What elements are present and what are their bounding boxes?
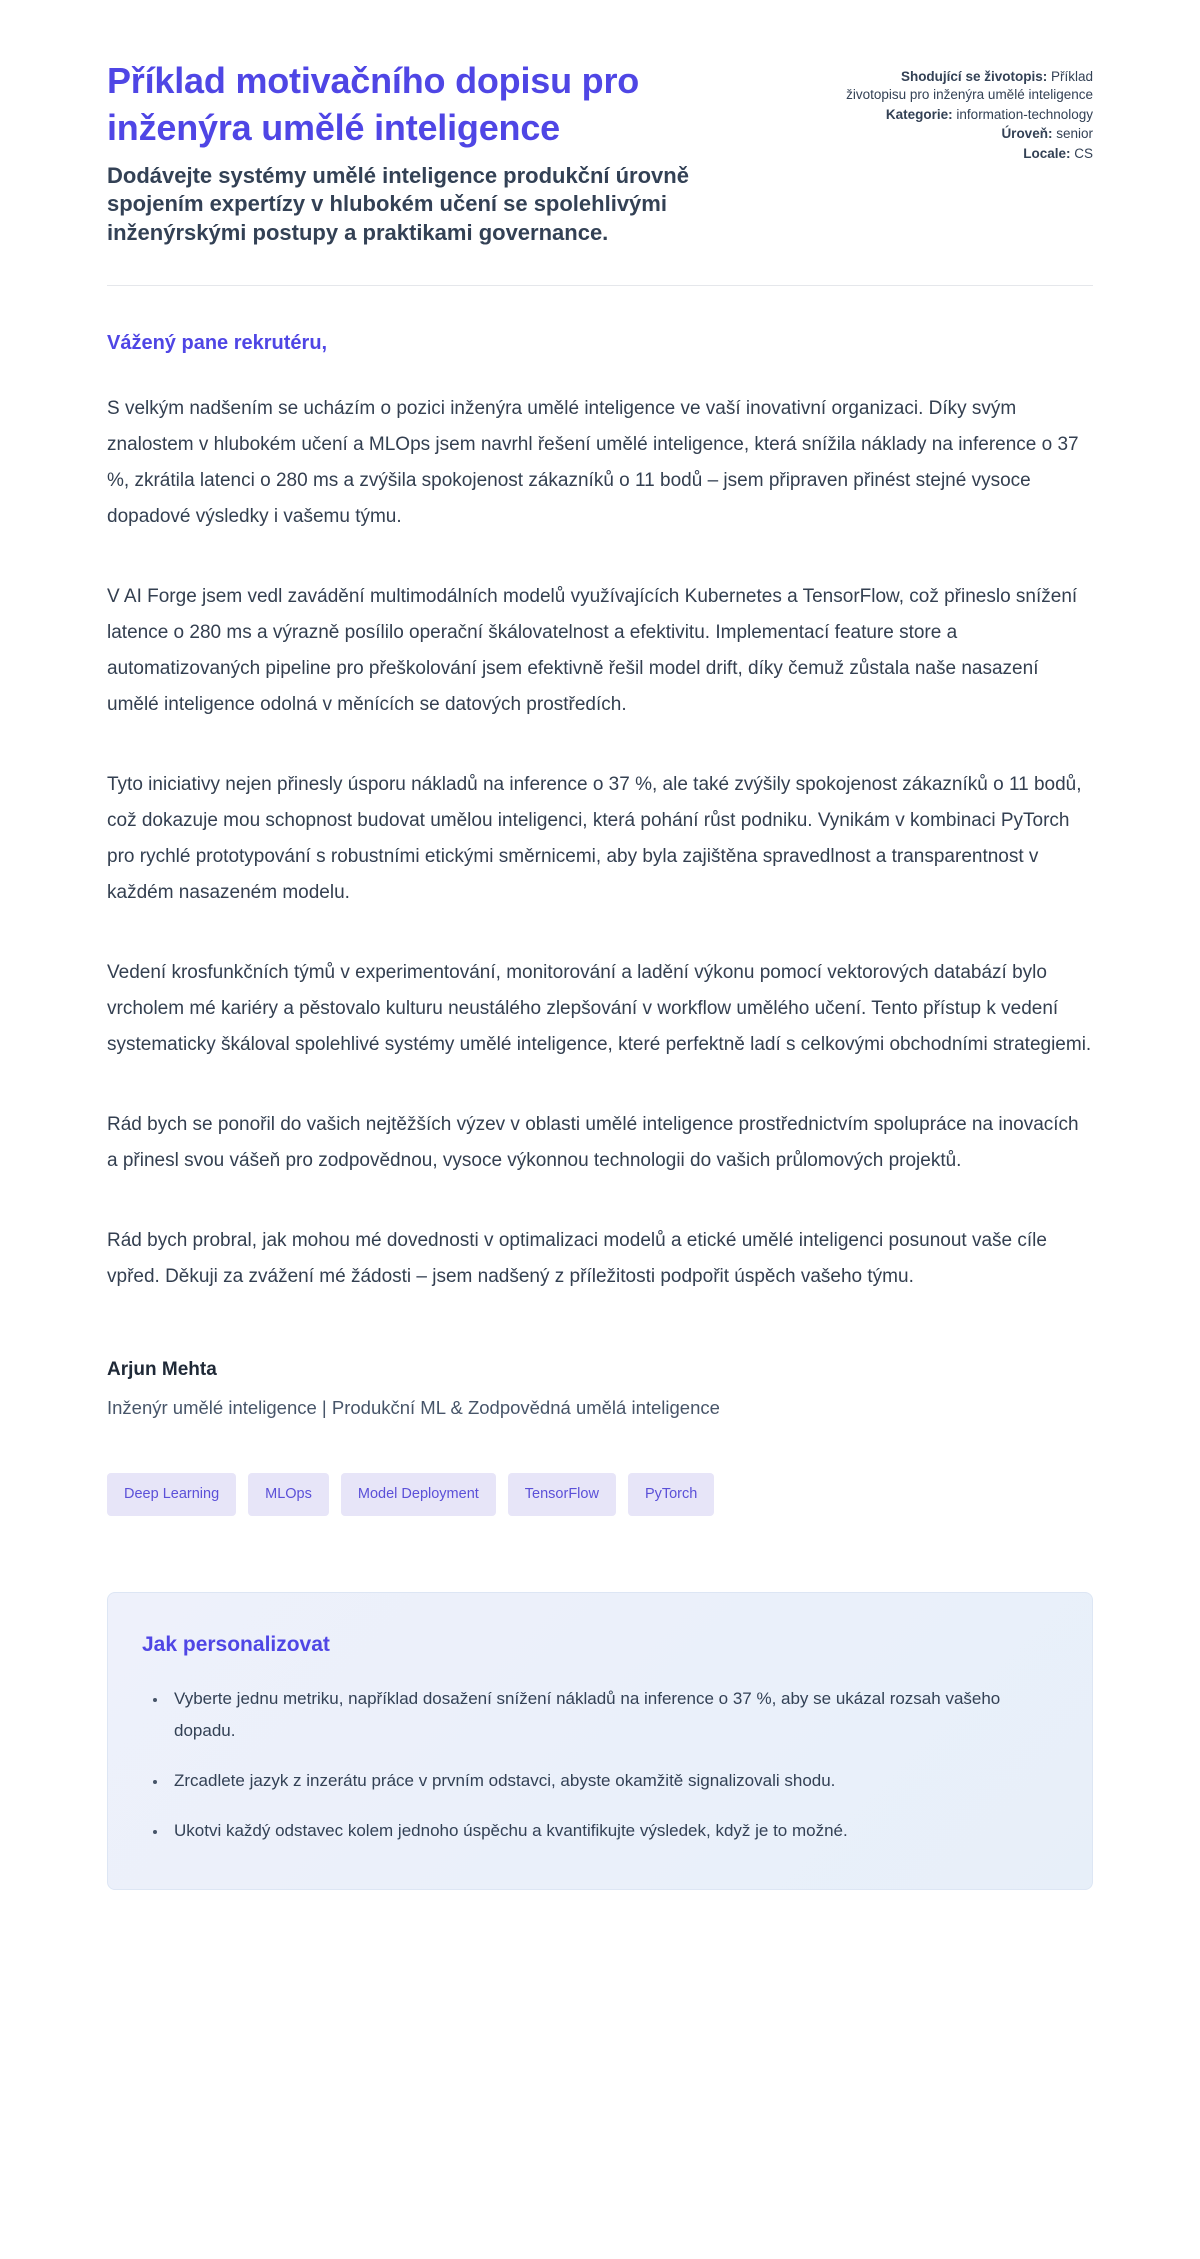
divider (107, 285, 1093, 286)
greeting: Vážený pane rekrutéru, (107, 332, 328, 355)
meta-panel (843, 58, 1093, 165)
meta-locale (843, 145, 1093, 163)
skill-tag-deep-learning: Deep Learning (107, 1473, 236, 1516)
meta-level (843, 125, 1093, 143)
meta-category (843, 106, 1093, 124)
letter-paragraph-5: Rád bych se ponořil do vašich nejtěžších výzev v oblasti umělé inteligence prostřednictvím spolupráce na inovacích a přinesl svou vášeň pro zodpovědnou, vysoce výkonnou technologii do vašich průlomových projektů. (107, 1114, 1079, 1172)
meta-locale-label: Locale: (1023, 146, 1071, 162)
meta-matching-resume-label: Shodující se životopis: (900, 69, 1048, 84)
letter-paragraph-1: S velkým nadšením se ucházím o pozici inženýra umělé inteligence ve vaší inovativní organizaci. Díky svým znalostem v hlubokém učení a MLOps jsem navrhl řešení umělé inteligence, která snížila náklady na inference o 37 %, zkrátila latenci o 280 ms a zvýšila spokojenost zákazníků o 11 bodů – jsem připraven přinést stejné vysoce dopadové výsledky i vašemu týmu. (107, 398, 1079, 528)
personalization-tip-3: • Ukotvi každý odstavec kolem jednoho úspěchu a kvantifikujte výsledek, když je to možné. (168, 1815, 1058, 1847)
header (107, 58, 1093, 247)
letter-paragraph-2: V AI Forge jsem vedl zavádění multimodálních modelů využívajících Kubernetes a TensorFlow, což přineslo snížení latence o 280 ms a výrazně posílilo operační škálovatelnost a efektivitu. Implementací feature store a automatizovaných pipeline pro přeškolování jsem efektivně řešil model drift, díky čemuž zůstala naše nasazení umělé inteligence odolná v měnících se datových prostředích. (107, 586, 1078, 716)
letter-paragraph-4: Vedení krosfunkčních týmů v experimentování, monitorování a ladění výkonu pomocí vektorových databází bylo vrcholem mé kariéry a pěstovalo kulturu neustálého zlepšování v workflow umělého učení. Tento přístup k vedení systematicky škáloval spolehlivé systémy umělé inteligence, které perfektně ladí s celkovými obchodními strategiemi. (107, 962, 1092, 1056)
personalization-tip-2: • Zrcadlete jazyk z inzerátu práce v prvním odstavci, abyste okamžitě signalizovali shodu. (168, 1765, 1058, 1797)
personalization-tip-1: • Vyberte jednu metriku, například dosažení snížení nákladů na inference o 37 %, aby se ukázal rozsah vašeho dopadu. (168, 1683, 1058, 1747)
meta-matching-resume (843, 68, 1093, 104)
letter-body (107, 332, 1093, 1419)
meta-locale-value: CS (1074, 146, 1093, 162)
skill-tags (107, 1473, 1093, 1516)
skill-tag-tensorflow: TensorFlow (508, 1473, 616, 1516)
skill-tag-mlops: MLOps (248, 1473, 329, 1516)
meta-category-label: Kategorie: (885, 106, 953, 122)
header-title-block (107, 58, 819, 247)
meta-matching-resume-value: Příklad životopisu pro inženýra umělé inteligence (846, 69, 1093, 102)
meta-level-label: Úroveň: (1001, 126, 1053, 142)
letter-paragraph-6: Rád bych probral, jak mohou mé dovednosti v optimalizaci modelů a etické umělé inteligenci posunout vaše cíle vpřed. Děkuji za zvážení mé žádosti – jsem nadšený z příležitosti podpořit úspěch vašeho týmu. (107, 1230, 1047, 1288)
personalization-list (142, 1683, 1058, 1847)
personalization-title: Jak personalizovat (142, 1632, 330, 1656)
page-title: Příklad motivačního dopisu pro inženýra umělé inteligence (107, 60, 640, 148)
signature-role: Inženýr umělé inteligence | Produkční ML & Zodpovědná umělá inteligence (107, 1397, 720, 1419)
skill-tag-pytorch: PyTorch (628, 1473, 714, 1516)
meta-category-value: information-technology (956, 106, 1093, 122)
personalization-panel (107, 1592, 1093, 1890)
page-subtitle: Dodávejte systémy umělé inteligence produkční úrovně spojením expertízy v hlubokém učení se spolehlivými inženýrskými postupy a praktikami governance. (107, 162, 689, 245)
skill-tag-model-deployment: Model Deployment (341, 1473, 496, 1516)
signature-name: Arjun Mehta (107, 1359, 217, 1381)
meta-level-value: senior (1056, 126, 1093, 142)
letter-paragraph-3: Tyto iniciativy nejen přinesly úsporu nákladů na inference o 37 %, ale také zvýšily spokojenost zákazníků o 11 bodů, což dokazuje mou schopnost budovat umělou inteligenci, která pohání růst podniku. Vynikám v kombinaci PyTorch pro rychlé prototypování s robustními etickými směrnicemi, aby byla zajištěna spravedlnost a transparentnost v každém nasazeném modelu. (107, 774, 1082, 904)
